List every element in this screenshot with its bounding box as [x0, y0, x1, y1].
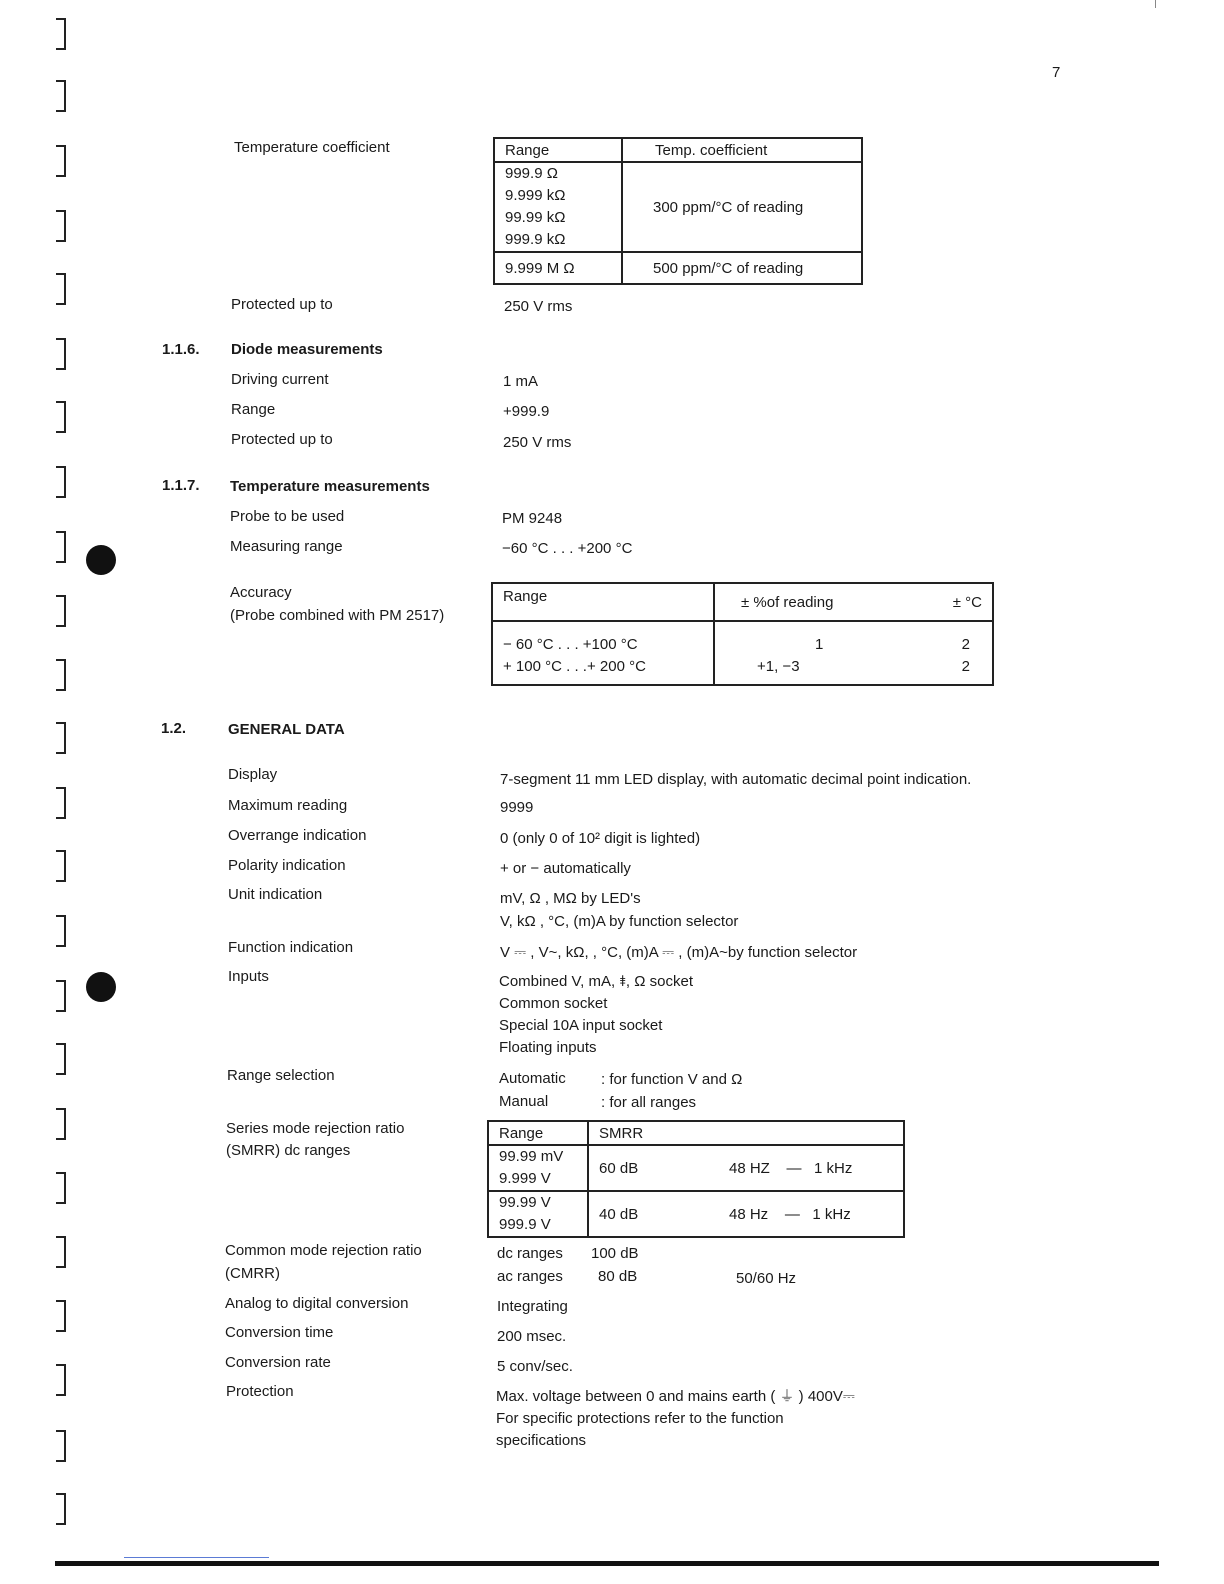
spec-value: 200 msec.: [497, 1328, 567, 1345]
protected-label: Protected up to: [231, 296, 333, 313]
spec-label: Analog to digital conversion: [225, 1295, 409, 1312]
page-number: 7: [1052, 64, 1061, 81]
spec-value: Integrating: [497, 1298, 568, 1315]
accuracy-table: [491, 582, 994, 686]
spec-label: (SMRR) dc ranges: [226, 1142, 351, 1159]
punch-hole: [86, 545, 116, 575]
spec-label: Overrange indication: [228, 827, 367, 844]
table-cell: 9.999 M Ω: [494, 252, 622, 284]
spec-label: Conversion rate: [225, 1354, 331, 1371]
section-number: 1.2.: [161, 720, 187, 737]
table-header: SMRR: [588, 1121, 719, 1145]
spec-value: 250 V rms: [503, 434, 572, 451]
spec-value-list: Max. voltage between 0 and mains earth ( ⏚ ) 400V⎓ For specific protections refer to the function specifications: [496, 1388, 855, 1449]
scan-blue-line: [124, 1557, 269, 1558]
section-title: Diode measurements: [231, 341, 383, 358]
spec-value: 9999: [500, 799, 534, 816]
spec-label: Display: [228, 766, 278, 783]
spec-value: 0 (only 0 of 10² digit is lighted): [500, 830, 701, 847]
table-cell: 99.99 V 999.9 V: [488, 1191, 588, 1237]
spec-value: −60 °C . . . +200 °C: [502, 540, 633, 557]
spec-label: Driving current: [231, 371, 329, 388]
spec-value: Manual: [499, 1093, 549, 1110]
temp-coeff-label: Temperature coefficient: [234, 139, 390, 156]
table-header: ± °C: [922, 583, 993, 621]
table-cell: 500 ppm/°C of reading: [622, 252, 862, 284]
spec-label: Series mode rejection ratio: [226, 1120, 405, 1137]
scan-tick-mark: [1155, 0, 1156, 8]
table-cell: 48 Hz — 1 kHz: [719, 1191, 904, 1237]
spec-label: Maximum reading: [228, 797, 348, 814]
table-cell: 300 ppm/°C of reading: [622, 162, 862, 252]
spec-value: PM 9248: [502, 510, 563, 527]
smrr-table: [487, 1120, 905, 1238]
section-title: Temperature measurements: [230, 478, 430, 495]
spec-label: Range: [231, 401, 276, 418]
section-title: GENERAL DATA: [228, 721, 345, 738]
spec-value: 7-segment 11 mm LED display, with automatic decimal point indication.: [500, 771, 972, 788]
table-cell: 99.99 mV 9.999 V: [488, 1145, 588, 1191]
page-bottom-rule: [55, 1561, 1159, 1566]
spec-label: Accuracy: [230, 584, 292, 601]
table-header: Range: [492, 583, 714, 621]
spec-value: V, kΩ , °C, (m)A by function selector: [500, 913, 739, 930]
spec-label: Measuring range: [230, 538, 343, 555]
table-cell: 60 dB: [588, 1145, 719, 1191]
protected-value: 250 V rms: [504, 298, 573, 315]
section-number: 1.1.6.: [162, 341, 200, 358]
spec-label: Inputs: [228, 968, 269, 985]
table-header: Range: [488, 1121, 588, 1145]
spec-value: : for function V and Ω: [601, 1071, 743, 1088]
spec-label: Range selection: [227, 1067, 335, 1084]
table-cell: 40 dB: [588, 1191, 719, 1237]
spec-value: + or − automatically: [500, 860, 631, 877]
section-number: 1.1.7.: [162, 477, 200, 494]
table-cell: − 60 °C . . . +100 °C + 100 °C . . .+ 200 °C: [492, 621, 714, 685]
spec-label: Probe to be used: [230, 508, 345, 525]
spec-value: 80 dB: [598, 1268, 638, 1285]
table-cell: 1 +1, −3: [714, 621, 922, 685]
spec-value: dc ranges: [497, 1245, 563, 1262]
table-header: Range: [494, 138, 622, 162]
table-cell: 999.9 Ω 9.999 kΩ 99.99 kΩ 999.9 kΩ: [494, 162, 622, 252]
spec-value: : for all ranges: [601, 1094, 697, 1111]
punch-hole: [86, 972, 116, 1002]
spec-value: ac ranges: [497, 1268, 563, 1285]
spec-value-list: Combined V, mA, ⯒, Ω socket Common socket Special 10A input socket Floating inputs: [499, 973, 694, 1056]
spec-value: V ⎓ , V~, kΩ, , °C, (m)A ⎓ , (m)A~by function selector: [500, 944, 858, 961]
spec-label: Common mode rejection ratio: [225, 1242, 422, 1259]
table-header: ± %of reading: [714, 583, 922, 621]
spec-sublabel: (Probe combined with PM 2517): [230, 607, 445, 624]
spec-label: Protected up to: [231, 431, 333, 448]
spec-label: Unit indication: [228, 886, 323, 903]
temp-coeff-table: [493, 137, 863, 285]
table-cell: 48 HZ — 1 kHz: [719, 1145, 904, 1191]
spec-label: Conversion time: [225, 1324, 334, 1341]
spec-label: (CMRR): [225, 1265, 280, 1282]
spec-value: +999.9: [503, 403, 550, 420]
spec-value: 100 dB: [591, 1245, 639, 1262]
spec-value: Automatic: [499, 1070, 566, 1087]
table-header: Temp. coefficient: [622, 138, 862, 162]
spec-value: mV, Ω , MΩ by LED's: [500, 890, 641, 907]
table-cell: 2 2: [922, 621, 993, 685]
spec-value: 5 conv/sec.: [497, 1358, 573, 1375]
spec-value: 50/60 Hz: [736, 1270, 797, 1287]
spec-value: 1 mA: [503, 373, 539, 390]
spec-label: Protection: [226, 1383, 294, 1400]
spec-label: Polarity indication: [228, 857, 346, 874]
spec-label: Function indication: [228, 939, 354, 956]
